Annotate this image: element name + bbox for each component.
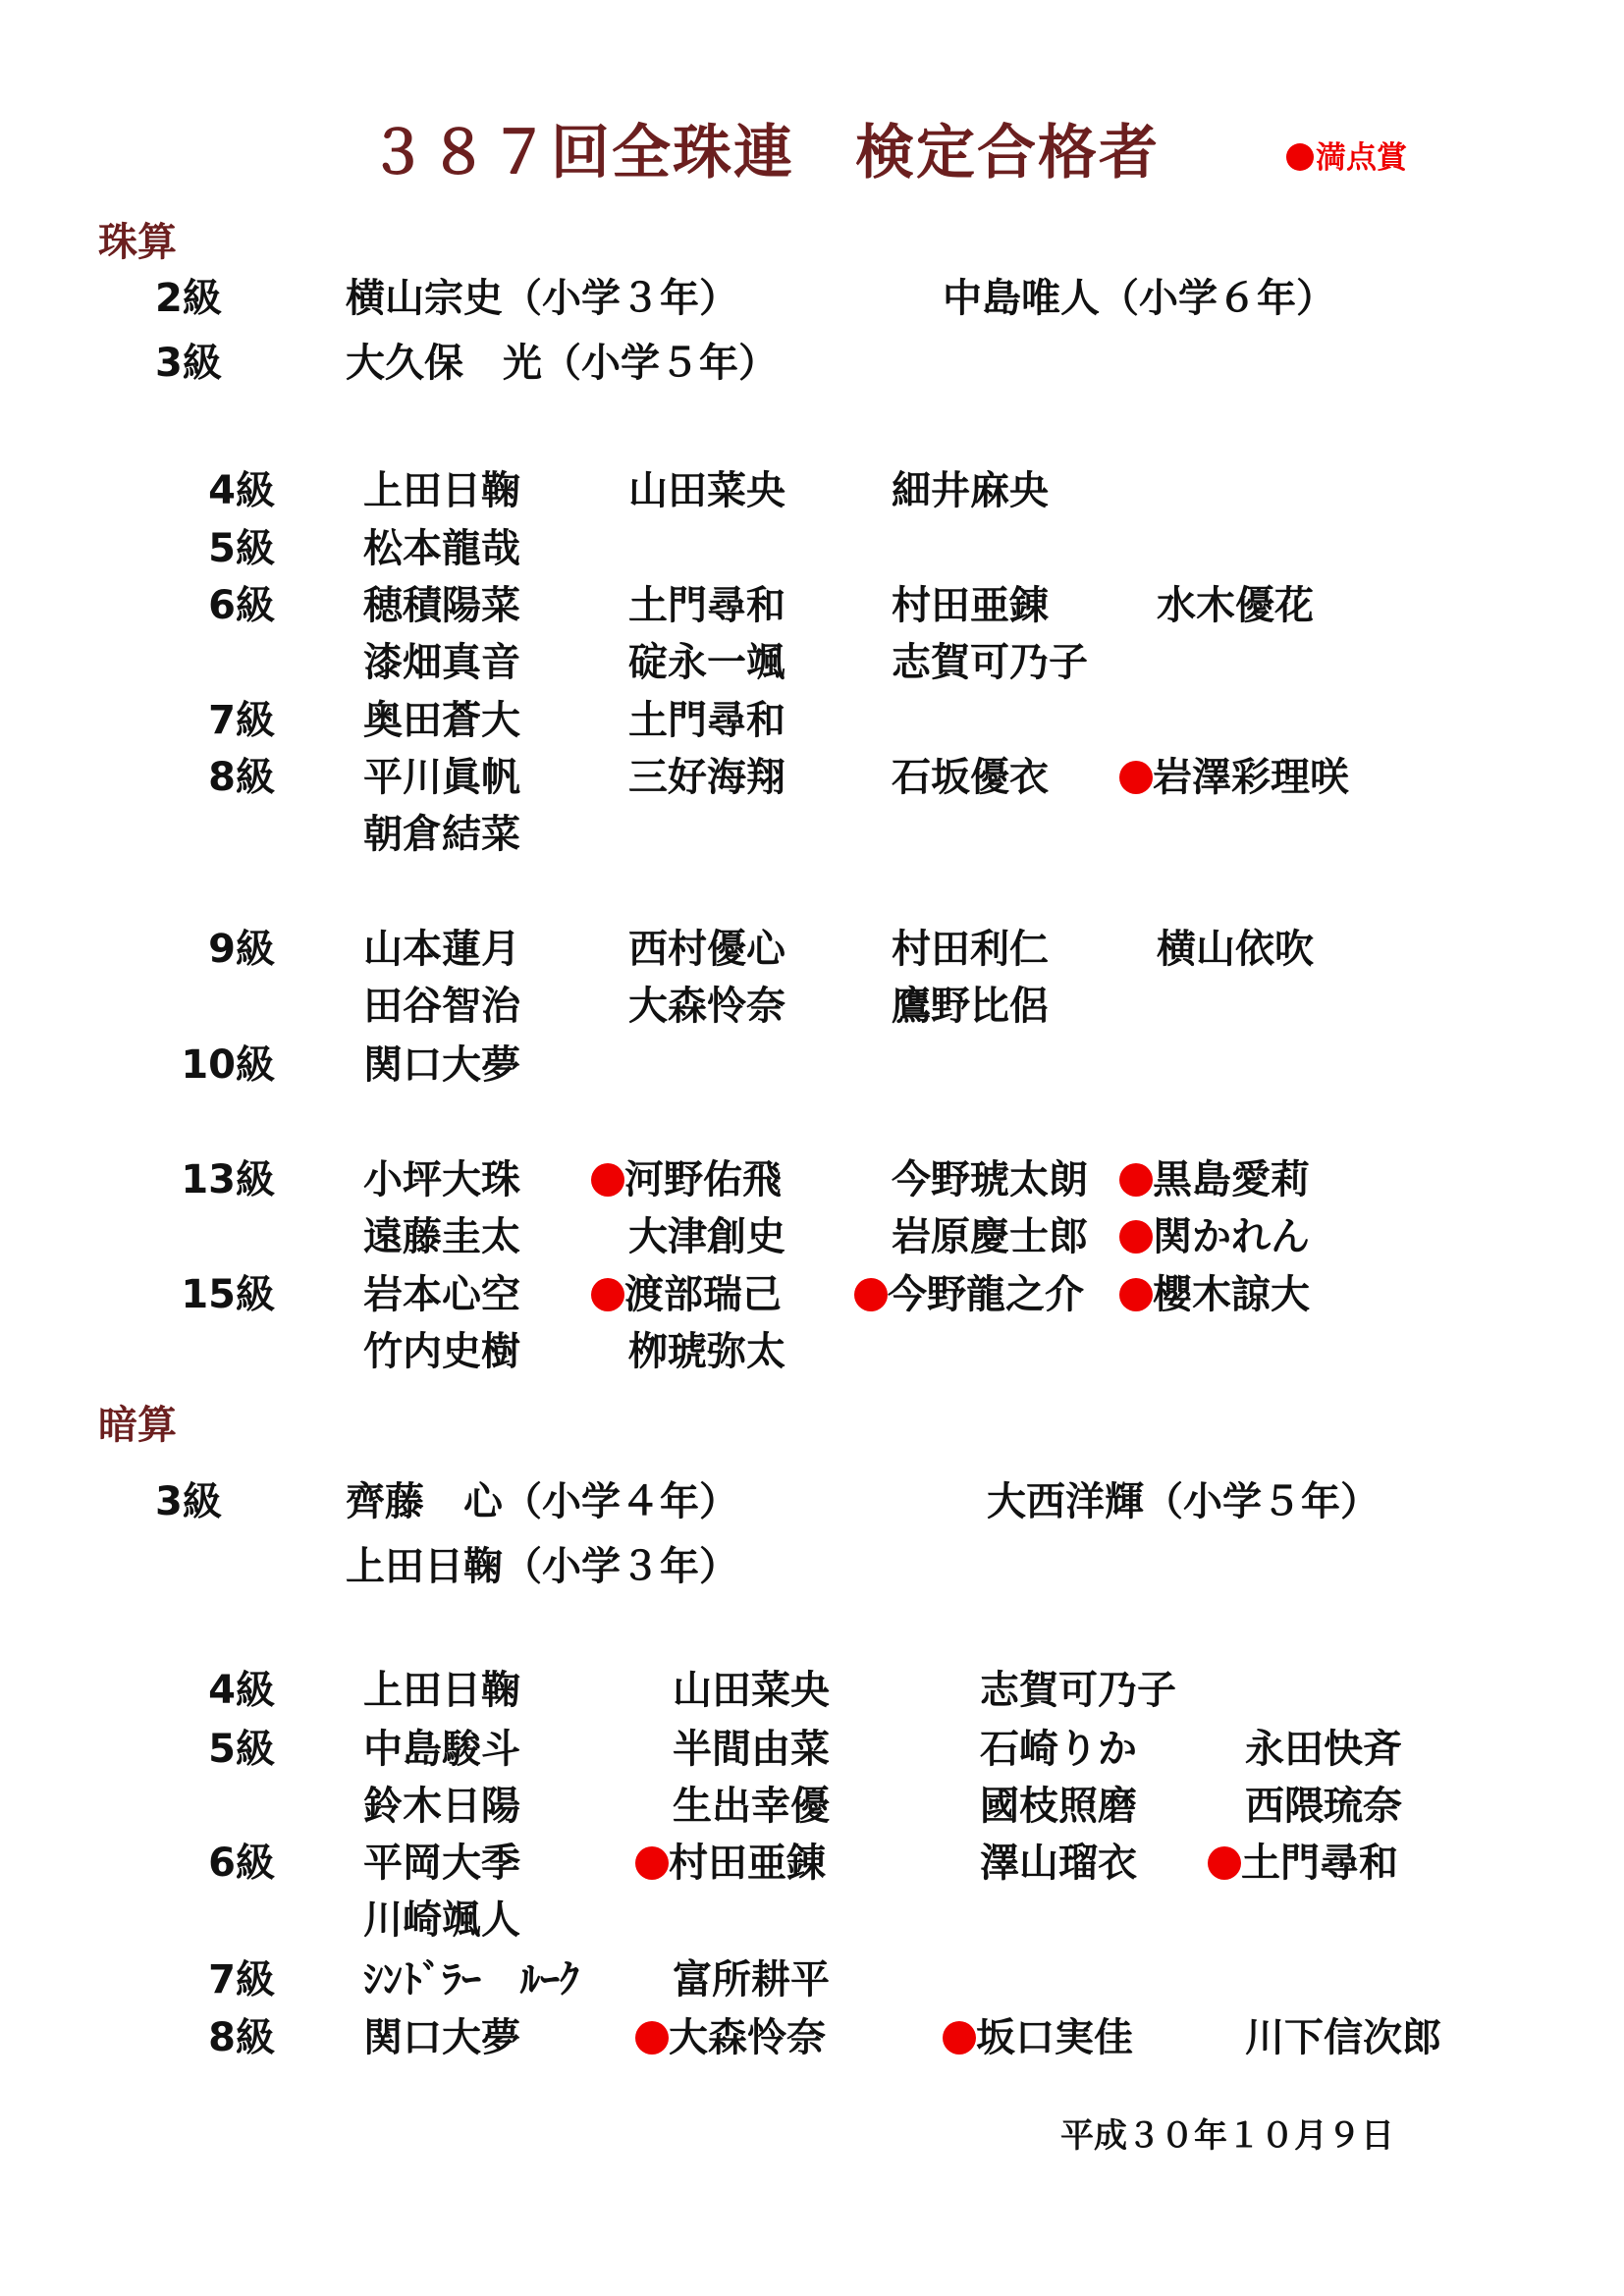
grade-label: 8級 (208, 2015, 275, 2060)
name-text: 三好海翔 (628, 755, 785, 800)
name-cell (892, 1205, 1088, 1261)
name-text: 竹内史樹 (363, 1329, 520, 1374)
name-text: 大津創史 (628, 1214, 785, 1259)
name-cell (628, 975, 785, 1031)
name-text: 平岡大季 (363, 1841, 520, 1886)
name-cell (363, 1718, 520, 1774)
name-cell (628, 746, 785, 802)
name-cell (892, 1148, 1088, 1204)
name-text: 横山依吹 (1157, 927, 1314, 972)
name-text: 黒島愛莉 (1153, 1157, 1310, 1202)
name-text: 村田亜錬 (892, 583, 1049, 628)
name-text: 土門尋和 (628, 583, 785, 628)
name-text: 岩澤彩理咲 (1153, 755, 1349, 800)
name-cell (1119, 1148, 1310, 1204)
name-text: 澤山瑠衣 (980, 1841, 1137, 1886)
red-dot-icon (591, 1278, 624, 1311)
grade-label: 3級 (155, 341, 222, 386)
name-text: 田谷智治 (363, 984, 520, 1029)
name-text: 生出幸優 (673, 1784, 830, 1829)
name-text: 志賀可乃子 (892, 640, 1088, 685)
grade-label: 4級 (208, 468, 275, 513)
name-cell (363, 1949, 579, 2004)
red-dot-icon (1119, 1278, 1153, 1311)
name-cell (628, 1320, 785, 1376)
name-text: 関口大夢 (363, 2015, 520, 2060)
name-text: 土門尋和 (1241, 1841, 1398, 1886)
name-cell (673, 1949, 830, 2004)
name-cell (980, 1832, 1137, 1888)
name-text: 土門尋和 (628, 698, 785, 743)
name-cell (1119, 1263, 1310, 1319)
name-cell (1245, 1775, 1402, 1831)
name-text: 志賀可乃子 (980, 1668, 1176, 1713)
name-cell (635, 2006, 826, 2062)
name-cell (980, 1775, 1137, 1831)
red-dot-icon (854, 1278, 888, 1311)
grade-label: 5級 (208, 1727, 275, 1772)
name-text: 碇永一颯 (628, 640, 785, 685)
name-text: 中島駿斗 (363, 1727, 520, 1772)
red-dot-icon (635, 2021, 669, 2055)
grade-label: 7級 (208, 1957, 275, 2002)
name-text: 石坂優衣 (892, 755, 1049, 800)
name-text: 山本蓮月 (363, 927, 520, 972)
name-text: 川下信次郎 (1245, 2015, 1441, 2060)
top-name: 大久保 光（小学５年） (346, 341, 778, 386)
name-text: 石崎りか (980, 1727, 1137, 1772)
name-text: 朝倉結菜 (363, 812, 520, 857)
name-cell (363, 517, 520, 573)
name-text: 大森怜奈 (628, 984, 785, 1029)
name-cell (673, 1659, 830, 1715)
name-cell (363, 1775, 520, 1831)
name-cell (363, 1320, 520, 1376)
red-dot-icon (943, 2021, 976, 2055)
name-cell (628, 459, 785, 515)
name-cell (673, 1718, 830, 1774)
name-cell (980, 1659, 1176, 1715)
name-cell (980, 1718, 1137, 1774)
name-cell (1157, 574, 1314, 630)
section-heading-anzan: 暗算 (98, 1403, 177, 1448)
top-name: 上田日鞠（小学３年） (346, 1544, 738, 1589)
name-cell (673, 1775, 830, 1831)
name-text: 穂積陽菜 (363, 583, 520, 628)
name-cell (591, 1263, 782, 1319)
name-text: 平川眞帆 (363, 755, 520, 800)
grade-label: 9級 (208, 927, 275, 972)
top-name: 横山宗史（小学３年） (346, 276, 738, 321)
name-text: 村田利仁 (892, 927, 1049, 972)
red-dot-icon (1119, 1163, 1153, 1197)
name-text: 岩本心空 (363, 1272, 520, 1317)
name-cell (892, 459, 1049, 515)
name-cell (1245, 1718, 1402, 1774)
grade-label: 15級 (181, 1272, 275, 1317)
grade-label: 13級 (181, 1157, 275, 1202)
name-text: 今野琥太朗 (892, 1157, 1088, 1202)
name-text: 西隈琉奈 (1245, 1784, 1402, 1829)
name-text: 山田菜央 (628, 468, 785, 513)
name-cell (363, 1148, 520, 1204)
name-cell (363, 975, 520, 1031)
name-cell (363, 1205, 520, 1261)
red-dot-icon (1119, 1220, 1153, 1254)
name-text: 漆畑真音 (363, 640, 520, 685)
red-dot-icon (1119, 761, 1153, 794)
top-name: 中島唯人（小学６年） (943, 276, 1335, 321)
grade-label: 6級 (208, 583, 275, 628)
name-text: 栁琥弥太 (628, 1329, 785, 1374)
grade-label: 8級 (208, 755, 275, 800)
name-text: 関かれん (1153, 1214, 1310, 1259)
top-name: 齊藤 心（小学４年） (346, 1479, 738, 1524)
date: 平成３０年１０月９日 (1060, 2116, 1394, 2156)
grade-label: 10級 (181, 1042, 275, 1088)
name-text: 遠藤圭太 (363, 1214, 520, 1259)
name-cell (892, 574, 1049, 630)
name-cell (363, 574, 520, 630)
name-cell (363, 459, 520, 515)
name-cell (943, 2006, 1133, 2062)
grade-label: 6級 (208, 1841, 275, 1886)
name-cell (1245, 2006, 1441, 2062)
section-heading-soroban: 珠算 (98, 220, 177, 265)
name-cell (363, 746, 520, 802)
name-text: 岩原慶士郎 (892, 1214, 1088, 1259)
name-cell (363, 918, 520, 974)
name-cell (892, 631, 1088, 687)
red-dot-icon (635, 1846, 669, 1880)
name-text: 細井麻央 (892, 468, 1049, 513)
name-text: 鷹野比侶 (892, 984, 1049, 1029)
red-dot-icon (591, 1163, 624, 1197)
top-name: 大西洋輝（小学５年） (987, 1479, 1380, 1524)
red-dot-icon (1208, 1846, 1241, 1880)
name-cell (628, 689, 785, 745)
red-dot-icon (1286, 143, 1314, 171)
name-text: 半間由菜 (673, 1727, 830, 1772)
name-cell (1119, 1205, 1310, 1261)
name-text: 関口大夢 (363, 1042, 520, 1088)
name-cell (892, 746, 1049, 802)
grade-label: 3級 (155, 1479, 222, 1524)
name-text: 水木優花 (1157, 583, 1314, 628)
name-cell (628, 574, 785, 630)
name-text: 櫻木諒大 (1153, 1272, 1310, 1317)
name-text: 坂口実佳 (976, 2015, 1133, 2060)
page-title: ３８７回全珠連 検定合格者 (368, 119, 1160, 187)
name-text: 富所耕平 (673, 1957, 830, 2002)
name-cell (892, 975, 1049, 1031)
name-text: 渡部瑞己 (624, 1272, 782, 1317)
name-cell (628, 918, 785, 974)
name-cell (363, 1889, 520, 1945)
name-cell (363, 803, 520, 859)
name-text: 河野佑飛 (624, 1157, 782, 1202)
grade-label: 7級 (208, 698, 275, 743)
name-cell (363, 689, 520, 745)
name-cell (1157, 918, 1314, 974)
name-text: 西村優心 (628, 927, 785, 972)
name-cell (363, 1659, 520, 1715)
name-cell (854, 1263, 1084, 1319)
name-text: 奥田蒼大 (363, 698, 520, 743)
name-text: 村田亜錬 (669, 1841, 826, 1886)
name-text: 國枝照磨 (980, 1784, 1137, 1829)
name-cell (628, 1205, 785, 1261)
name-text: 上田日鞠 (363, 468, 520, 513)
legend-label: 満点賞 (1316, 140, 1407, 176)
name-text: ｼﾝﾄﾞﾗｰ ﾙｰｸ (363, 1957, 579, 2002)
grade-label: 4級 (208, 1668, 275, 1713)
name-cell (591, 1148, 782, 1204)
name-text: 松本龍哉 (363, 526, 520, 571)
name-cell (892, 918, 1049, 974)
grade-label: 2級 (155, 276, 222, 321)
name-cell (363, 2006, 520, 2062)
name-text: 鈴木日陽 (363, 1784, 520, 1829)
name-text: 上田日鞠 (363, 1668, 520, 1713)
name-cell (363, 631, 520, 687)
name-cell (363, 1034, 520, 1090)
name-cell (1119, 746, 1349, 802)
name-cell (363, 1832, 520, 1888)
name-cell (1208, 1832, 1398, 1888)
name-text: 大森怜奈 (669, 2015, 826, 2060)
name-text: 川崎颯人 (363, 1897, 520, 1943)
name-text: 永田快斉 (1245, 1727, 1402, 1772)
name-text: 山田菜央 (673, 1668, 830, 1713)
grade-label: 5級 (208, 526, 275, 571)
name-text: 小坪大珠 (363, 1157, 520, 1202)
name-cell (628, 631, 785, 687)
name-text: 今野龍之介 (888, 1272, 1084, 1317)
name-cell (635, 1832, 826, 1888)
legend (1286, 133, 1407, 177)
name-cell (363, 1263, 520, 1319)
